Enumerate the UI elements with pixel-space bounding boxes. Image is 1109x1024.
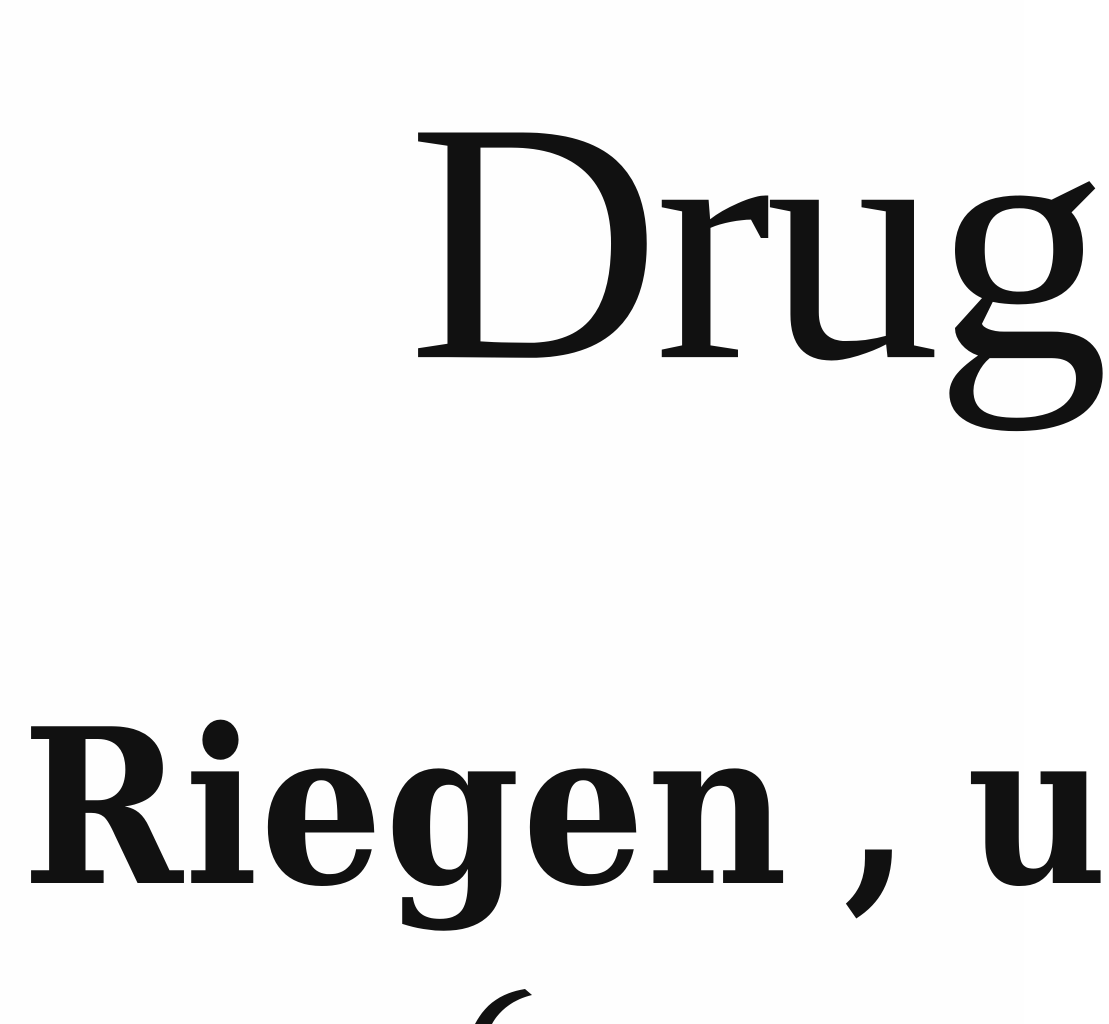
next-word-fragment: u	[966, 681, 1109, 934]
partial-glyph-next-line	[470, 985, 540, 1024]
body-word: Riegen	[22, 681, 790, 934]
comma: ,	[843, 681, 913, 934]
heading-word: Drug	[408, 51, 1104, 432]
body-text-line	[22, 681, 1109, 934]
